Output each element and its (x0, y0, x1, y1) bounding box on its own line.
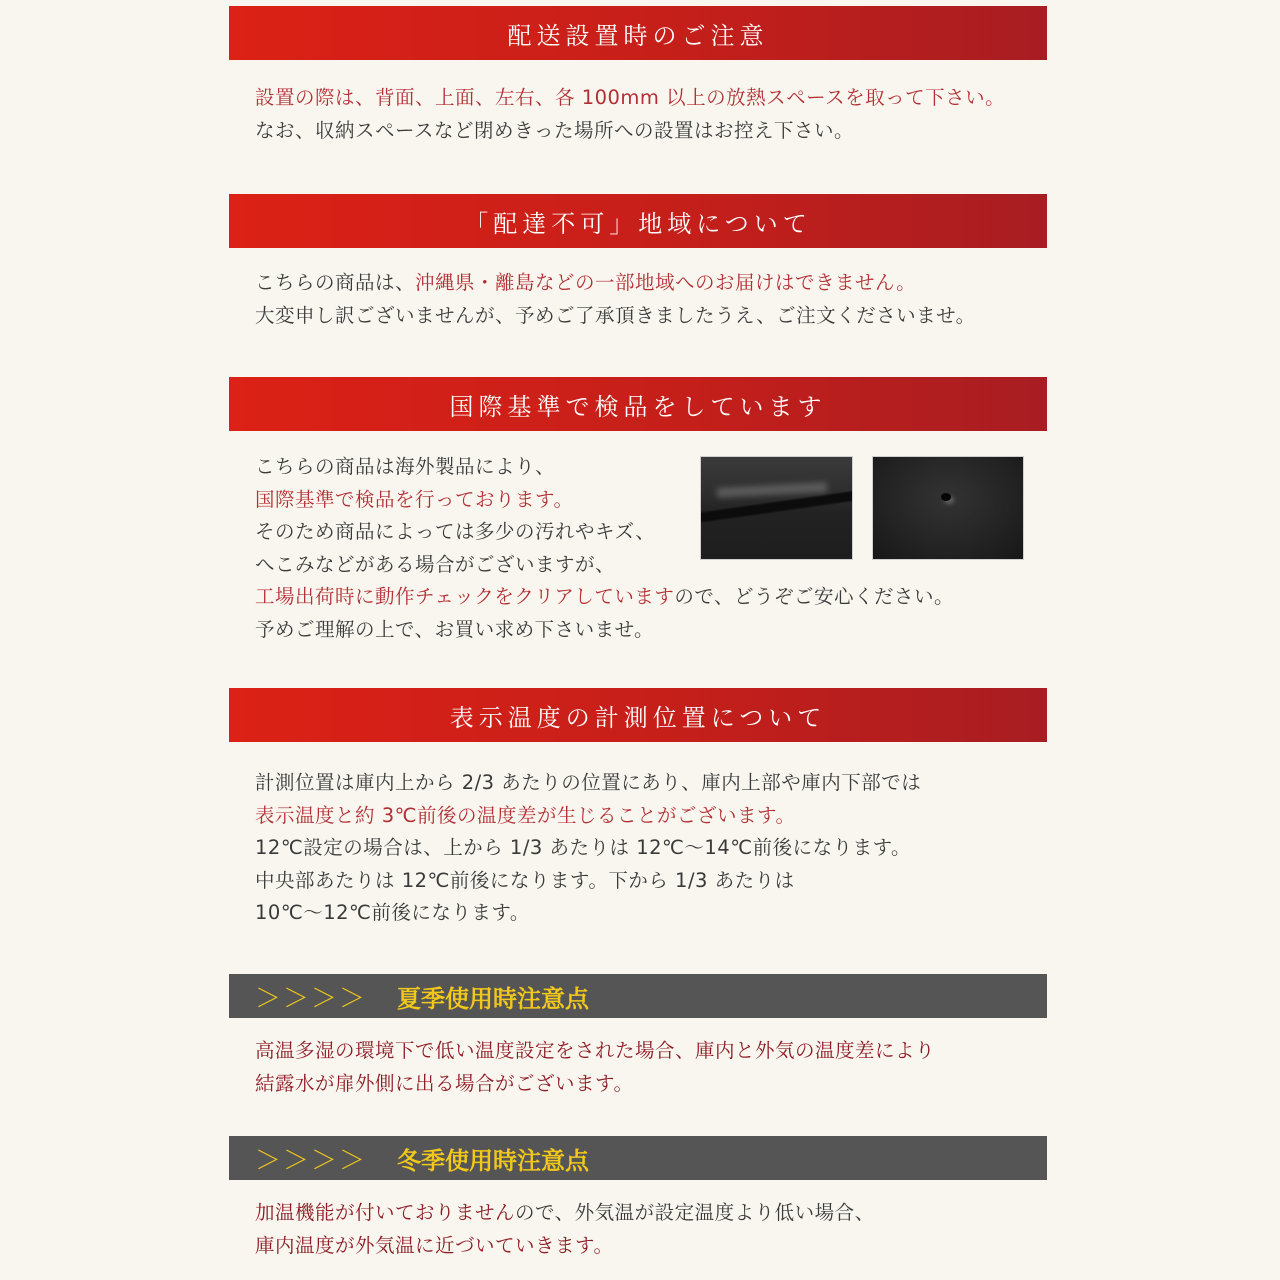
section-body-delivery-installation (255, 82, 1005, 147)
section-header-inspection-standard (229, 377, 1047, 431)
section-body-undeliverable-areas (255, 267, 976, 332)
section-title: 夏季使用時注意点 (397, 984, 590, 1013)
section-title: 配送設置時のご注意 (507, 21, 769, 50)
notice-text: なお、収納スペースなど閉めきった場所への設置はお控え下さい。 (255, 118, 855, 142)
dent-example-photo (872, 456, 1024, 560)
section-title: 国際基準で検品をしています (449, 392, 827, 421)
notice-highlight: 表示温度と約 3℃前後の温度差が生じることがございます。 (255, 803, 796, 827)
section-header-delivery-installation (229, 6, 1047, 60)
notice-text: 12℃設定の場合は、上から 1/3 あたりは 12℃～14℃前後になります。 (255, 836, 912, 859)
section-body-winter-cautions (255, 1197, 875, 1262)
notice-line (255, 267, 976, 300)
notice-line (255, 581, 954, 614)
notice-line (255, 1197, 875, 1230)
notice-text: 10℃～12℃前後になります。 (255, 901, 530, 924)
notice-text: こちらの商品は、 (255, 271, 416, 294)
notice-text: 計測位置は庫内上から 2/3 あたりの位置にあり、庫内上部や庫内下部では (255, 771, 922, 794)
section-body-summer-cautions (255, 1035, 935, 1100)
notice-text: そのため商品によっては多少の汚れやキズ、 (255, 520, 656, 543)
notice-highlight: 国際基準で検品を行っております。 (255, 487, 574, 511)
notice-text: ので、どうぞご安心ください。 (674, 585, 955, 608)
section-title: 表示温度の計測位置について (449, 703, 827, 732)
notice-text: こちらの商品は海外製品により、 (255, 455, 556, 478)
notice-text: 大変申し訳ございませんが、予めご了承頂きましたうえ、ご注文くださいませ。 (255, 303, 976, 327)
notice-text: 予めご理解の上で、お買い求め下さいませ。 (255, 617, 655, 641)
section-header-temperature-measurement (229, 688, 1047, 742)
section-header-summer-cautions (229, 974, 1047, 1018)
notice-highlight: 加温機能が付いておりません (255, 1201, 516, 1224)
section-header-winter-cautions (229, 1136, 1047, 1180)
notice-highlight: 沖縄県・離島などの一部地域へのお届けはできません。 (415, 271, 917, 294)
section-body-temperature-measurement (255, 767, 921, 930)
notice-text: ので、外気温が設定温度より低い場合、 (515, 1201, 875, 1224)
section-title: 冬季使用時注意点 (397, 1146, 590, 1175)
section-title: 「配達不可」地域について (464, 209, 812, 238)
chevron-right-icon: ＞＞＞＞ (255, 1145, 368, 1176)
chevron-right-icon: ＞＞＞＞ (255, 983, 368, 1014)
notice-highlight: 結露水が扉外側に出る場合がございます。 (255, 1071, 634, 1095)
notice-highlight: 高温多湿の環境下で低い温度設定をされた場合、庫内と外気の温度差により (255, 1039, 936, 1062)
notice-text: 設置の際は、背面、上面、左右、各 100mm 以上の放熱スペースを取って下さい。 (255, 86, 1006, 109)
notice-highlight: 庫内温度が外気温に近づいていきます。 (255, 1233, 614, 1257)
scratch-example-photo (700, 456, 853, 560)
notice-text: へこみなどがある場合がございますが、 (255, 552, 616, 576)
notice-highlight: 工場出荷時に動作チェックをクリアしています (255, 585, 675, 608)
notice-text: 中央部あたりは 12℃前後になります。下から 1/3 あたりは (255, 868, 795, 892)
section-header-undeliverable-areas (229, 194, 1047, 248)
